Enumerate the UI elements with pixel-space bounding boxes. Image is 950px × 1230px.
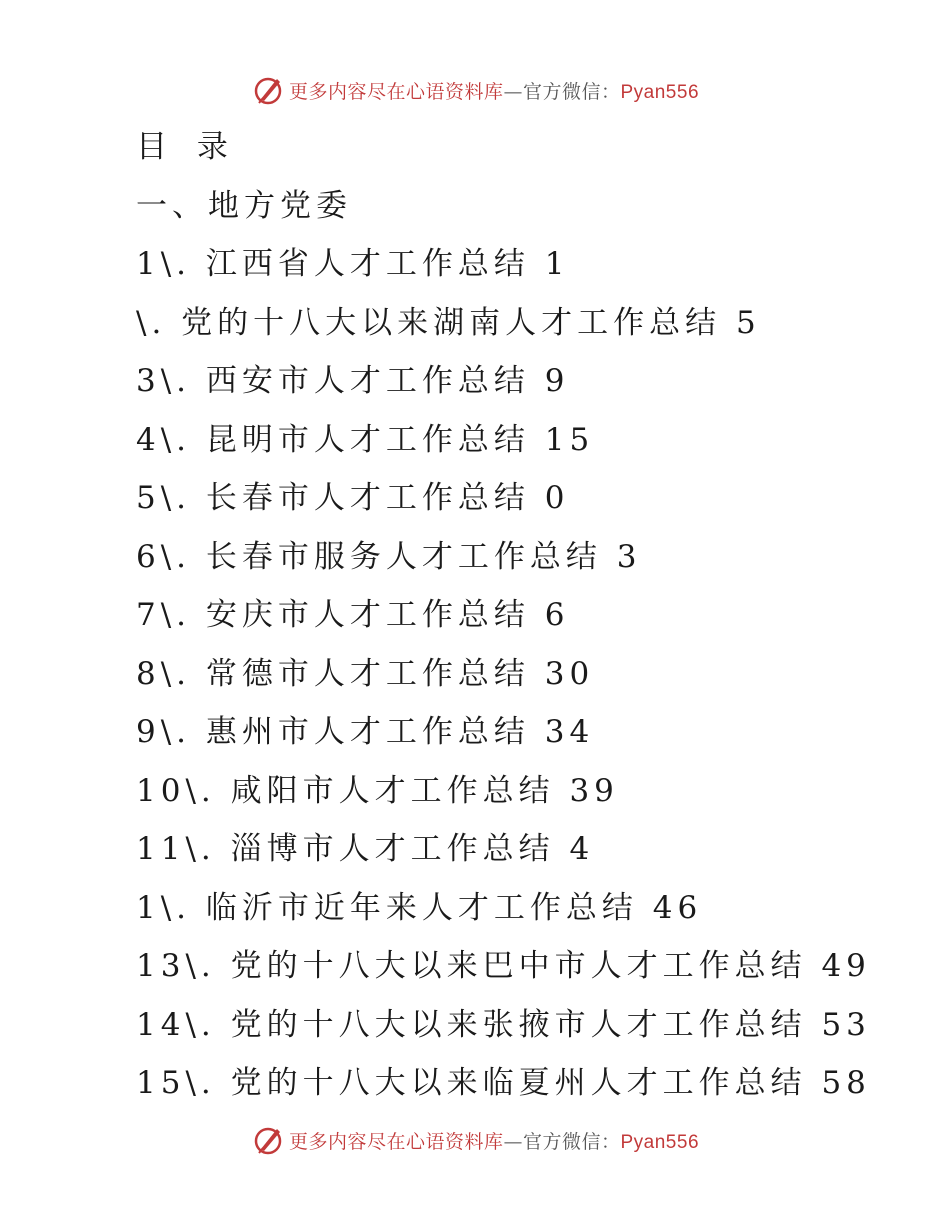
toc-document	[136, 118, 916, 1113]
footer-watermark-banner	[0, 1120, 950, 1160]
toc-entry: 15\. 党的十八大以来临夏州人才工作总结 58	[136, 1065, 871, 1101]
toc-entry: 3\. 西安市人才工作总结 9	[136, 363, 570, 399]
toc-entry: 13\. 党的十八大以来巴中市人才工作总结 49	[136, 948, 871, 984]
quill-pen-logo-icon	[251, 1123, 285, 1157]
toc-section-heading: 一、地方党委	[136, 187, 352, 224]
toc-entry: 10\. 咸阳市人才工作总结 39	[136, 772, 619, 809]
header-watermark-banner	[0, 70, 950, 110]
watermark-text: 更多内容尽在心语资料库—官方微信：Pyan556	[288, 1130, 700, 1153]
toc-entry: 14\. 党的十八大以来张掖市人才工作总结 53	[136, 1006, 871, 1043]
toc-entry: 6\. 长春市服务人才工作总结 3	[136, 538, 642, 575]
toc-entry: 7\. 安庆市人才工作总结 6	[136, 597, 570, 633]
toc-entry: 9\. 惠州市人才工作总结 34	[136, 714, 595, 750]
watermark-text: 更多内容尽在心语资料库—官方微信：Pyan556	[288, 80, 700, 103]
toc-entry: \. 党的十八大以来湖南人才工作总结 5	[136, 304, 761, 341]
toc-entry: 1\. 江西省人才工作总结 1	[136, 246, 570, 282]
toc-entry: 8\. 常德市人才工作总结 30	[136, 655, 595, 692]
quill-pen-logo-icon	[251, 73, 285, 107]
toc-entry: 11\. 淄博市人才工作总结 4	[136, 831, 595, 867]
toc-entry-list	[136, 235, 916, 1113]
toc-entry: 5\. 长春市人才工作总结 0	[136, 480, 570, 516]
toc-entry: 4\. 昆明市人才工作总结 15	[136, 421, 595, 458]
toc-entry: 1\. 临沂市近年来人才工作总结 46	[136, 889, 703, 926]
toc-title: 目 录	[136, 129, 238, 165]
